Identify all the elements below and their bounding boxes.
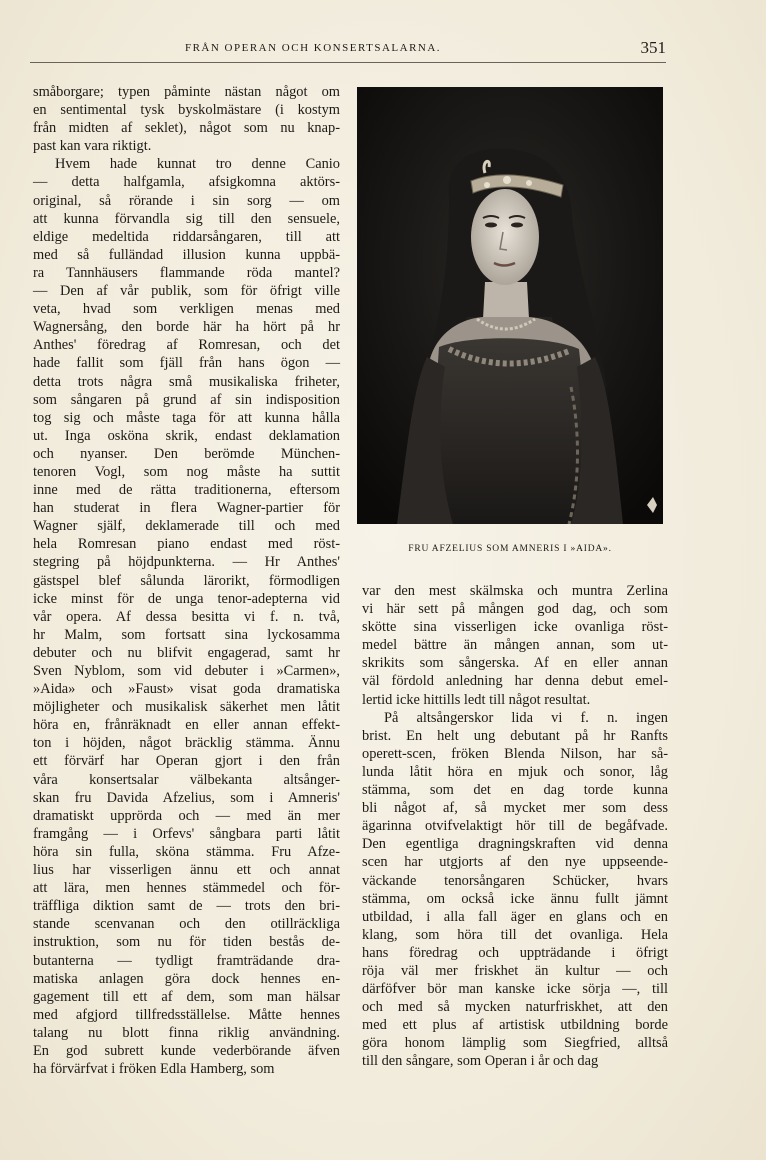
text-line: inne med de rätta traditionerna, eftersom: [33, 482, 340, 499]
text-line: icke minst för de unga tenor-adepterna vid: [33, 590, 340, 607]
portrait-photo: [357, 87, 663, 524]
text-line: utbildad, i alla fall äger en glans och en: [362, 908, 668, 925]
text-line: därföfver bör man kanske icke sörja —, till: [362, 981, 668, 998]
figure-caption: FRU AFZELIUS SOM AMNERIS I »AIDA».: [408, 544, 612, 554]
text-line: skrikits som sångerska. Af en eller annan: [362, 655, 668, 672]
running-title: FRÅN OPERAN OCH KONSERTSALARNA.: [184, 42, 442, 54]
text-line: hade fallit som fjäll från hans ögon —: [33, 355, 340, 372]
text-line: möjligheter och musikalisk säkerhet men låtit: [33, 699, 340, 716]
text-line: past kan vara riktigt.: [33, 138, 152, 155]
text-line: scen har utgjorts af den nye uppseende-: [362, 854, 668, 871]
text-line: med så fulländad illusion kunna uppbä-: [33, 246, 340, 263]
text-line: vi här sett på mången god dag, och som: [362, 601, 668, 618]
text-line: På altsångerskor lida vi f. n. ingen: [384, 709, 668, 726]
text-line: en sentimental tysk byskolmästare (i kostym: [33, 102, 340, 119]
text-line: eldige medeltida riddarsångaren, till att: [33, 228, 340, 245]
text-line: göra honom lämplig som Siegfried, alltså: [362, 1035, 668, 1052]
text-line: — detta halfgamla, afsigkomna aktörs-: [33, 174, 340, 191]
text-line: ra Tannhäusers flammande röda mantel?: [33, 264, 340, 281]
text-line: att lära, men hennes stämmedel och för-: [33, 880, 340, 897]
text-line: operett-scen, fröken Blenda Nilson, har så-: [362, 745, 668, 762]
text-line: ett förvärf har Operan gjort i den från: [33, 753, 340, 770]
text-line: och nyanser. Den berömde München-: [33, 445, 340, 462]
text-line: med ett plus af artistisk utbildning borde: [362, 1017, 668, 1034]
text-line: klang, som höra till det ovanliga. Hela: [362, 926, 668, 943]
text-line: tenoren Vogl, som nog måste ha suttit: [33, 463, 340, 480]
text-line: var den mest skälmska och muntra Zerlina: [362, 583, 668, 599]
text-line: original, så rörande i sin sorg — om: [33, 192, 340, 209]
text-line: lunda låtit höra en mjuk och sonor, låg: [362, 763, 668, 780]
header-rule: [30, 62, 666, 63]
page-number: 351: [640, 38, 666, 57]
text-line: »Aida» och »Faust» visat goda dramatiska: [33, 681, 340, 698]
text-line: hela Romresan piano endast med röst-: [33, 536, 340, 553]
portrait-illustration: [357, 87, 663, 524]
text-line: debuter och nu blifvit engagerad, samt hr: [33, 644, 340, 661]
text-line: hans föredrag och uppträdande i öfrigt: [362, 944, 668, 961]
text-line: gagement till ett af dem, som man hälsar: [33, 988, 340, 1005]
text-line: butanterna — tydligt framträdande dra-: [33, 952, 340, 969]
text-line: att kunna förvandla sig till den sensuele,: [33, 210, 340, 227]
text-line: våra konsertsalar välbekanta altsånger-: [33, 771, 340, 788]
text-line: skan fru Davida Afzelius, som i Amneris': [33, 789, 340, 806]
text-line: Sven Nyblom, som vid debuter i »Carmen»,: [33, 663, 340, 679]
running-header: [30, 38, 666, 62]
right-column: [362, 582, 668, 1071]
text-line: Anthes' föredrag af Romresan, och det: [33, 337, 340, 354]
text-line: matiska anlagen göra dock hennes en-: [33, 970, 340, 987]
text-line: höra en, frånräknadt en eller annan effekt-: [33, 717, 340, 734]
text-line: framgång — i Orfevs' sångbara parti låtit: [33, 825, 340, 842]
text-line: brist. En helt ung debutant på hr Ranfts: [362, 727, 668, 744]
text-line: höra sin fulla, sköna stämma. Fru Afze-: [33, 843, 340, 860]
text-line: stämma, om också icke ännu fullt jämnt: [362, 890, 668, 907]
text-line: hr Malm, som fortsatt sina lyckosamma: [33, 626, 340, 643]
text-line: dramatiskt upprörda och — med än mer: [33, 807, 340, 824]
text-line: stegring på höjdpunkterna. — Hr Anthes': [33, 554, 340, 571]
text-line: stämma, som det en dag torde kunna: [362, 782, 668, 799]
text-line: lertid icke hittills ledt till något resultat.: [362, 691, 591, 708]
text-line: — Den af vår publik, som för öfrigt ville: [33, 283, 340, 300]
text-line: som sångaren på grund af sin indisposition: [33, 391, 340, 408]
text-line: vår opera. Af dessa besitta vi f. n. två,: [33, 608, 340, 625]
text-line: ha förvärfvat i fröken Edla Hamberg, som: [33, 1061, 275, 1078]
text-line: Den egentliga dragningskraften vid denna: [362, 836, 668, 853]
text-line: En god subrett kunde vederbörande äfven: [33, 1042, 340, 1059]
text-line: talang nu blott finna riklig användning.: [33, 1024, 340, 1041]
text-line: till den sångare, som Operan i år och dag: [362, 1053, 599, 1070]
text-line: stande scenvanan och den otillräckliga: [33, 916, 340, 933]
text-line: bli något af, så mycket mer som dess: [362, 800, 668, 817]
text-line: Wagner själf, deklamerade till och med: [33, 518, 340, 535]
text-line: detta trots några små musikaliska friheter,: [33, 373, 340, 390]
text-line: med afgjord tillfredsställelse. Måtte hennes: [33, 1006, 340, 1023]
text-line: väl fördold anledning har denna debut emel-: [362, 673, 668, 690]
text-line: och med så mycken naturfriskhet, att den: [362, 999, 668, 1016]
text-line: veta, hvad som verkligen menas med: [33, 301, 340, 318]
text-line: instruktion, som nu för tiden bestås de-: [33, 934, 340, 951]
text-line: väckande tenorsångaren Schücker, hvars: [362, 872, 668, 889]
text-line: medel bättre än mången annan, som ut-: [362, 637, 668, 654]
text-line: lius har visserligen ännu ett och annat: [33, 862, 340, 879]
text-line: från midten af seklet), något som nu knap-: [33, 120, 340, 137]
text-line: ton i höjden, något bräcklig stämma. Ännu: [33, 735, 340, 752]
text-line: han studerat in flera Wagner-partier för: [33, 500, 340, 517]
text-line: tog sig och måste taga för att kunna hålla: [33, 409, 340, 426]
text-line: småborgare; typen påminte nästan något om: [33, 84, 340, 100]
text-line: ägarinna otvifvelaktigt hör till de begåfvade.: [362, 818, 668, 835]
text-line: Hvem hade kunnat tro denne Canio: [55, 156, 340, 173]
text-line: ut. Inga osköna skrik, endast deklamation: [33, 427, 340, 444]
text-line: gästspel blef sålunda lärorikt, förmodligen: [33, 572, 340, 589]
text-line: röja väl mer friskhet än kultur — och: [362, 962, 668, 979]
text-line: träffliga diktion samt de — trots den bri-: [33, 898, 340, 915]
left-column: [33, 83, 340, 1078]
text-line: skötte sina visserligen icke ovanliga röst-: [362, 619, 668, 636]
text-line: Wagnersång, den borde här ha hört på hr: [33, 319, 340, 336]
